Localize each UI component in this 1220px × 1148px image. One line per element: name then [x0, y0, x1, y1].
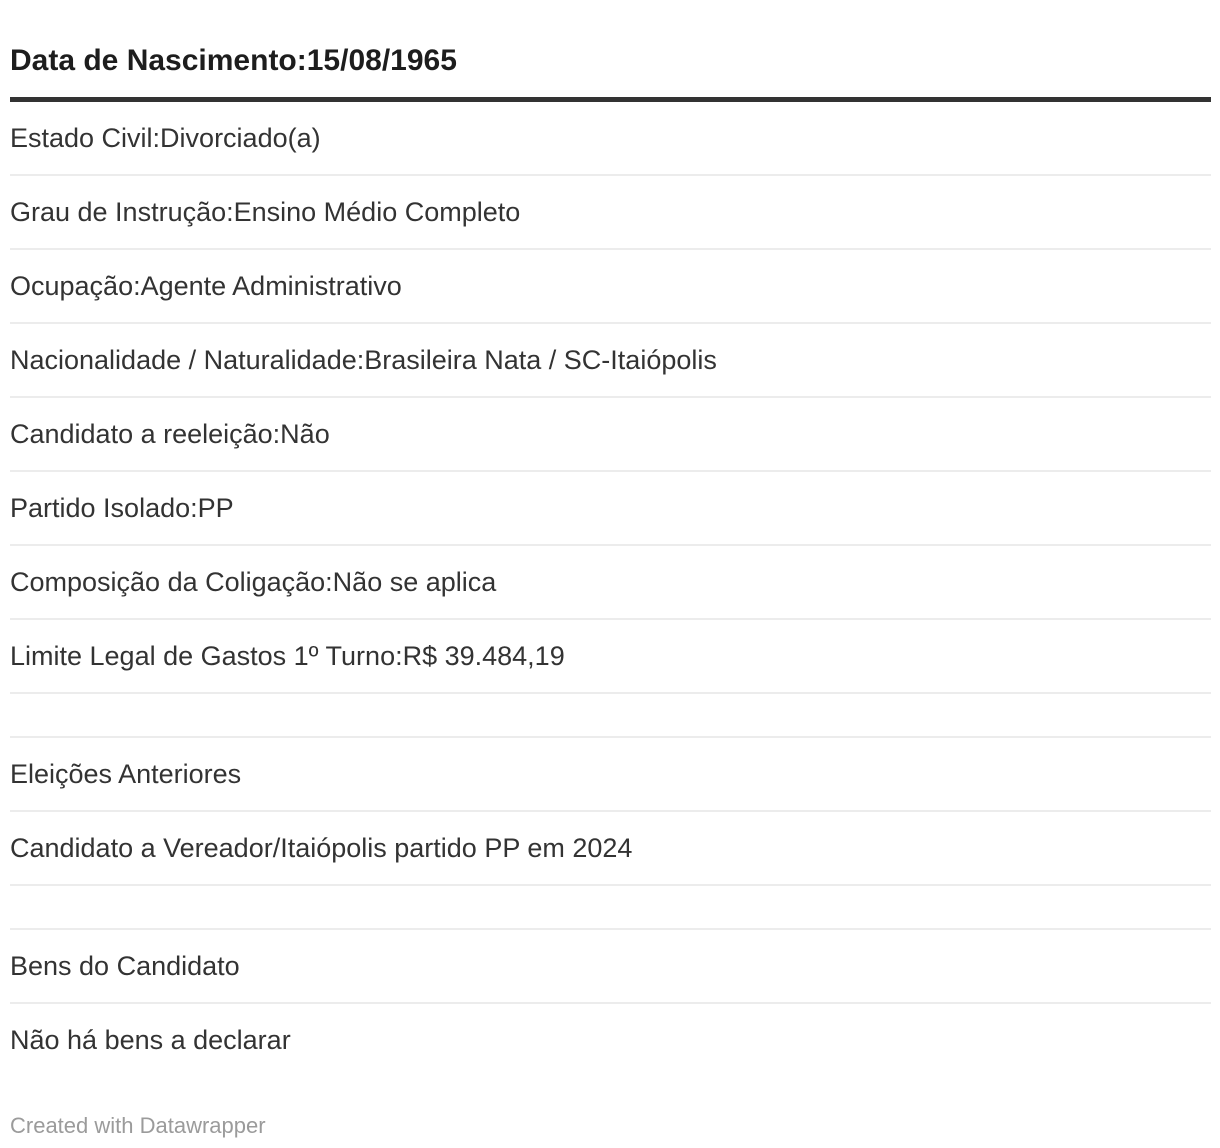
table-row-text: Limite Legal de Gastos 1º Turno:R$ 39.484,19 — [10, 641, 565, 671]
table-row-text: Partido Isolado:PP — [10, 493, 234, 523]
table-row-text: Nacionalidade / Naturalidade:Brasileira Nata / SC-Itaiópolis — [10, 345, 717, 375]
table-row-text: Grau de Instrução:Ensino Médio Completo — [10, 197, 521, 227]
datawrapper-attribution-link[interactable]: Created with Datawrapper — [10, 1113, 266, 1138]
table-header-text: Data de Nascimento:15/08/1965 — [10, 44, 457, 77]
table-row-grau-de-instrucao — [10, 176, 1211, 250]
table-row-composicao-da-coligacao — [10, 546, 1211, 620]
table-row-text: Composição da Coligação:Não se aplica — [10, 567, 497, 597]
table-row-nacionalidade-naturalidade — [10, 324, 1211, 398]
table-row-text: Ocupação:Agente Administrativo — [10, 271, 402, 301]
table-row-partido-isolado — [10, 472, 1211, 546]
table-row-estado-civil — [10, 102, 1211, 176]
table-row-spacer-2 — [10, 886, 1211, 930]
table-row-ocupacao — [10, 250, 1211, 324]
table-row-bens-do-candidato — [10, 930, 1211, 1004]
table-row-text: Candidato a Vereador/Itaiópolis partido PP em 2024 — [10, 833, 633, 863]
table-row-nao-ha-bens-a-declarar — [10, 1004, 1211, 1076]
table-body — [10, 102, 1211, 1076]
table-row-text: Não há bens a declarar — [10, 1025, 291, 1055]
table-row-candidato-a-reeleicao — [10, 398, 1211, 472]
attribution-footer — [0, 1112, 1220, 1140]
table-row-eleicoes-anteriores — [10, 738, 1211, 812]
table-row-spacer-1 — [10, 694, 1211, 738]
table-row-text: Candidato a reeleição:Não — [10, 419, 330, 449]
table-row-candidato-a-vereador-2024 — [10, 812, 1211, 886]
table-row-text: Eleições Anteriores — [10, 759, 242, 789]
table-row-text: Bens do Candidato — [10, 951, 240, 981]
table-row-text: Estado Civil:Divorciado(a) — [10, 123, 321, 153]
table-header-row — [10, 0, 1211, 102]
table-row-limite-legal-de-gastos-1-turno — [10, 620, 1211, 694]
